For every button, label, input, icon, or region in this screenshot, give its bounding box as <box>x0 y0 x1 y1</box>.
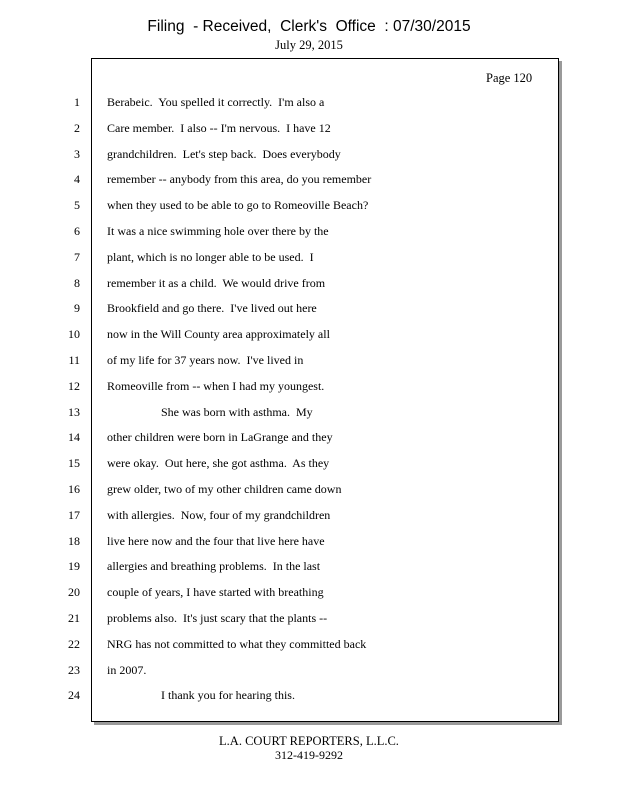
line-number: 8 <box>74 275 80 290</box>
line-text: She was born with asthma. My <box>161 404 313 419</box>
transcript-line <box>0 298 618 318</box>
line-text: now in the Will County area approximately all <box>107 327 330 342</box>
line-text: live here now and the four that live here have <box>107 533 325 548</box>
line-number: 7 <box>74 249 80 264</box>
line-text: NRG has not committed to what they committed back <box>107 636 367 651</box>
line-text: Brookfield and go there. I've lived out here <box>107 301 317 316</box>
line-text: It was a nice swimming hole over there by the <box>107 224 329 238</box>
line-number: 2 <box>74 120 80 135</box>
line-number: 10 <box>68 327 80 342</box>
line-text: remember -- anybody from this area, do you remember <box>107 172 372 187</box>
transcript-line <box>0 376 618 396</box>
transcript-line <box>0 660 618 680</box>
transcript-line <box>0 531 618 551</box>
line-text: when they used to be able to go to Romeoville Beach? <box>107 198 369 213</box>
transcript-line <box>0 195 618 215</box>
line-number: 18 <box>68 533 80 548</box>
transcript-line <box>0 634 618 654</box>
line-text: were okay. Out here, she got asthma. As they <box>107 456 330 471</box>
transcript-line <box>0 118 618 138</box>
transcript-line <box>0 144 618 164</box>
line-number: 5 <box>74 198 80 213</box>
footer-company: L.A. COURT REPORTERS, L.L.C. <box>219 734 399 748</box>
transcript-line <box>0 582 618 602</box>
transcript-line <box>0 402 618 422</box>
transcript-line <box>0 247 618 267</box>
transcript-line <box>0 453 618 473</box>
line-number: 16 <box>68 482 80 496</box>
transcript-line <box>0 324 618 344</box>
line-number: 21 <box>68 611 80 625</box>
transcript-line <box>0 556 618 576</box>
transcript-line <box>0 169 618 189</box>
transcript-line <box>0 479 618 499</box>
line-text: Romeoville from -- when I had my youngest. <box>107 378 325 393</box>
transcript-line <box>0 350 618 370</box>
transcript-line <box>0 608 618 628</box>
footer-phone: 312-419-9292 <box>275 748 343 762</box>
line-text: plant, which is no longer able to be used. I <box>107 249 314 264</box>
line-text: I thank you for hearing this. <box>161 688 295 703</box>
transcript-line <box>0 505 618 525</box>
line-text: allergies and breathing problems. In the last <box>107 559 321 574</box>
line-number: 17 <box>68 507 80 522</box>
transcript-line <box>0 427 618 447</box>
line-text: Care member. I also -- I'm nervous. I have 12 <box>107 120 331 135</box>
line-number: 6 <box>74 224 80 238</box>
filing-stamp: Filing - Received, Clerk's Office : 07/30/2015 <box>147 18 471 35</box>
line-number: 20 <box>68 585 80 600</box>
line-text: grandchildren. Let's step back. Does everybody <box>107 146 341 161</box>
line-text: grew older, two of my other children came down <box>107 482 342 496</box>
transcript-date: July 29, 2015 <box>275 38 343 52</box>
page-number: Page 120 <box>486 71 533 85</box>
line-text: of my life for 37 years now. I've lived in <box>107 353 304 367</box>
line-text: problems also. It's just scary that the plants -- <box>107 611 328 625</box>
transcript-line <box>0 685 618 705</box>
line-text: other children were born in LaGrange and they <box>107 430 333 445</box>
transcript-line <box>0 273 618 293</box>
line-number: 1 <box>74 95 80 109</box>
line-number: 9 <box>74 301 80 316</box>
line-text: remember it as a child. We would drive from <box>107 275 326 290</box>
line-number: 24 <box>68 688 80 703</box>
transcript-line <box>0 221 618 241</box>
line-text: with allergies. Now, four of my grandchildren <box>107 507 331 522</box>
transcript-line <box>0 92 618 112</box>
line-text: Berabeic. You spelled it correctly. I'm also a <box>107 95 325 109</box>
line-text: in 2007. <box>107 662 147 677</box>
line-number: 15 <box>68 456 80 471</box>
line-text: couple of years, I have started with breathing <box>107 585 324 600</box>
line-number: 12 <box>68 378 80 393</box>
line-number: 14 <box>68 430 80 445</box>
line-number: 3 <box>74 146 80 161</box>
line-number: 11 <box>68 353 80 367</box>
line-number: 23 <box>68 662 80 677</box>
line-number: 13 <box>68 404 80 419</box>
line-number: 19 <box>68 559 80 574</box>
line-number: 22 <box>68 636 80 651</box>
line-number: 4 <box>74 172 80 187</box>
